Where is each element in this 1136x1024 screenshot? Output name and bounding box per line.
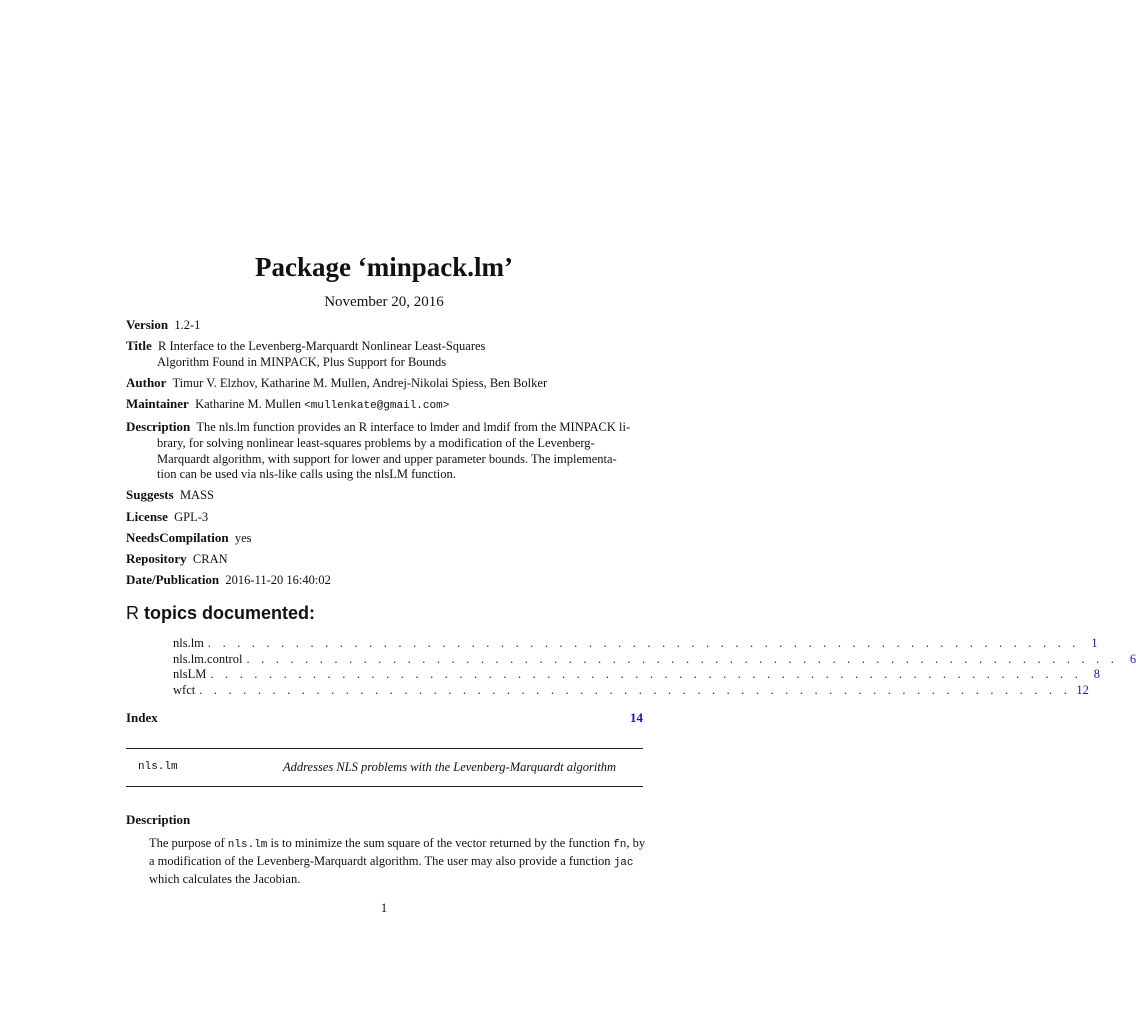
toc-leader-dots: . . . . . . . . . . . . . . . . . . . . . . . . . . . . . . . . . . . . . . . . . . . . . . . . . . . . . . . . . . . . <box>210 667 1083 681</box>
entry-bottom-rule <box>126 786 643 787</box>
toc-leader-dots: . . . . . . . . . . . . . . . . . . . . . . . . . . . . . . . . . . . . . . . . . . . . . . . . . . . . . . . . . . . . <box>199 682 1071 697</box>
field-value: GPL-3 <box>174 509 209 524</box>
field-key: Author <box>126 374 167 390</box>
package-date: November 20, 2016 <box>324 294 444 310</box>
field-key: License <box>126 508 168 524</box>
field-description <box>126 419 646 482</box>
field-value: Timur V. Elzhov, Katharine M. Mullen, Andrej-Nikolai Spiess, Ben Bolker <box>172 375 548 390</box>
field-value-line: The nls.lm function provides an R interface to lmder and lmdif from the MINPACK li- <box>196 420 631 435</box>
description-heading: Description <box>126 812 191 827</box>
field-date-publication <box>126 572 646 589</box>
field-key: NeedsCompilation <box>126 529 229 545</box>
toc-item[interactable] <box>173 636 1098 652</box>
toc-page-link[interactable]: 12 <box>1076 682 1089 697</box>
field-license <box>126 509 646 526</box>
field-key: Version <box>126 317 169 332</box>
text-run: , by <box>626 836 646 850</box>
toc-page-link[interactable]: 1 <box>1091 636 1098 650</box>
field-value: MASS <box>179 488 214 503</box>
field-value: Katharine M. Mullen <box>195 397 301 412</box>
description-paragraph <box>149 835 646 887</box>
field-title <box>126 338 646 370</box>
field-key: Description <box>126 419 191 435</box>
topics-heading-text: topics documented: <box>139 603 316 623</box>
r-letter: R <box>126 603 139 623</box>
entry-top-rule <box>126 748 643 749</box>
text-run: a modification of the Levenberg-Marquardt algorithm. The user may also provide a function <box>149 854 614 868</box>
toc-page-link[interactable]: 8 <box>1093 667 1101 681</box>
field-key: Maintainer <box>126 396 189 412</box>
field-key: Date/Publication <box>126 572 220 588</box>
code-run: nls.lm <box>227 839 268 851</box>
field-value-line: Marquardt algorithm, with support for lower and upper parameter bounds. The implementa- <box>157 451 617 466</box>
toc-leader-dots: . . . . . . . . . . . . . . . . . . . . . . . . . . . . . . . . . . . . . . . . . . . . . . . . . . . . . . . . . . . . <box>246 651 1119 666</box>
field-value-line: Algorithm Found in MINPACK, Plus Support for Bounds <box>157 354 447 369</box>
field-suggests <box>126 487 646 504</box>
toc-page-link[interactable]: 6 <box>1129 651 1136 666</box>
toc-item-name[interactable]: nls.lm.control <box>173 651 243 666</box>
field-repository <box>126 551 646 568</box>
field-maintainer <box>126 396 646 415</box>
toc-item-name[interactable]: nls.lm <box>173 636 204 650</box>
text-run: The purpose of <box>149 836 228 850</box>
field-value: CRAN <box>192 551 228 566</box>
toc-item[interactable] <box>173 682 1089 699</box>
field-value: 1.2-1 <box>174 318 201 332</box>
field-value: yes <box>234 530 252 545</box>
toc-leader-dots: . . . . . . . . . . . . . . . . . . . . . . . . . . . . . . . . . . . . . . . . . . . . . . . . . . . . . . . . . . . . <box>207 636 1080 650</box>
field-author <box>126 375 646 392</box>
toc-item[interactable] <box>173 651 1136 668</box>
code-run: jac <box>613 857 634 869</box>
table-of-contents <box>173 636 1136 698</box>
toc-item[interactable] <box>173 667 1101 683</box>
entry-summary: Addresses NLS problems with the Levenberg-Marquardt algorithm <box>283 760 617 774</box>
entry-name: nls.lm <box>138 761 178 773</box>
toc-item-name[interactable]: nlsLM <box>173 667 207 681</box>
package-fields <box>126 317 646 593</box>
page-number: 1 <box>380 901 388 915</box>
maintainer-email: <mullenkate@gmail.com> <box>304 400 450 413</box>
field-value: 2016-11-20 16:40:02 <box>225 573 331 588</box>
field-key: Title <box>126 338 152 354</box>
field-value-line: R Interface to the Levenberg-Marquardt Nonlinear Least-Squares <box>158 339 486 354</box>
index-page-link[interactable]: 14 <box>630 710 643 725</box>
field-value-line: tion can be used via nls-like calls using the nlsLM function. <box>157 467 456 482</box>
text-run: is to minimize the sum square of the vector returned by the function <box>267 836 614 850</box>
paragraph-line: which calculates the Jacobian. <box>149 872 301 886</box>
topics-heading <box>126 602 315 624</box>
index-label: Index <box>126 710 158 725</box>
field-value-line: brary, for solving nonlinear least-squares problems by a modification of the Levenberg- <box>157 435 595 450</box>
paragraph-line <box>149 853 643 871</box>
paragraph-line <box>149 835 646 853</box>
field-needs-compilation <box>126 530 646 547</box>
package-title: Package ‘minpack.lm’ <box>255 252 513 282</box>
toc-item-name[interactable]: wfct <box>173 682 196 697</box>
code-run: fn <box>613 839 627 851</box>
field-key: Suggests <box>126 487 174 503</box>
field-key: Repository <box>126 550 187 566</box>
index-row[interactable] <box>126 710 643 726</box>
field-version <box>126 317 646 334</box>
